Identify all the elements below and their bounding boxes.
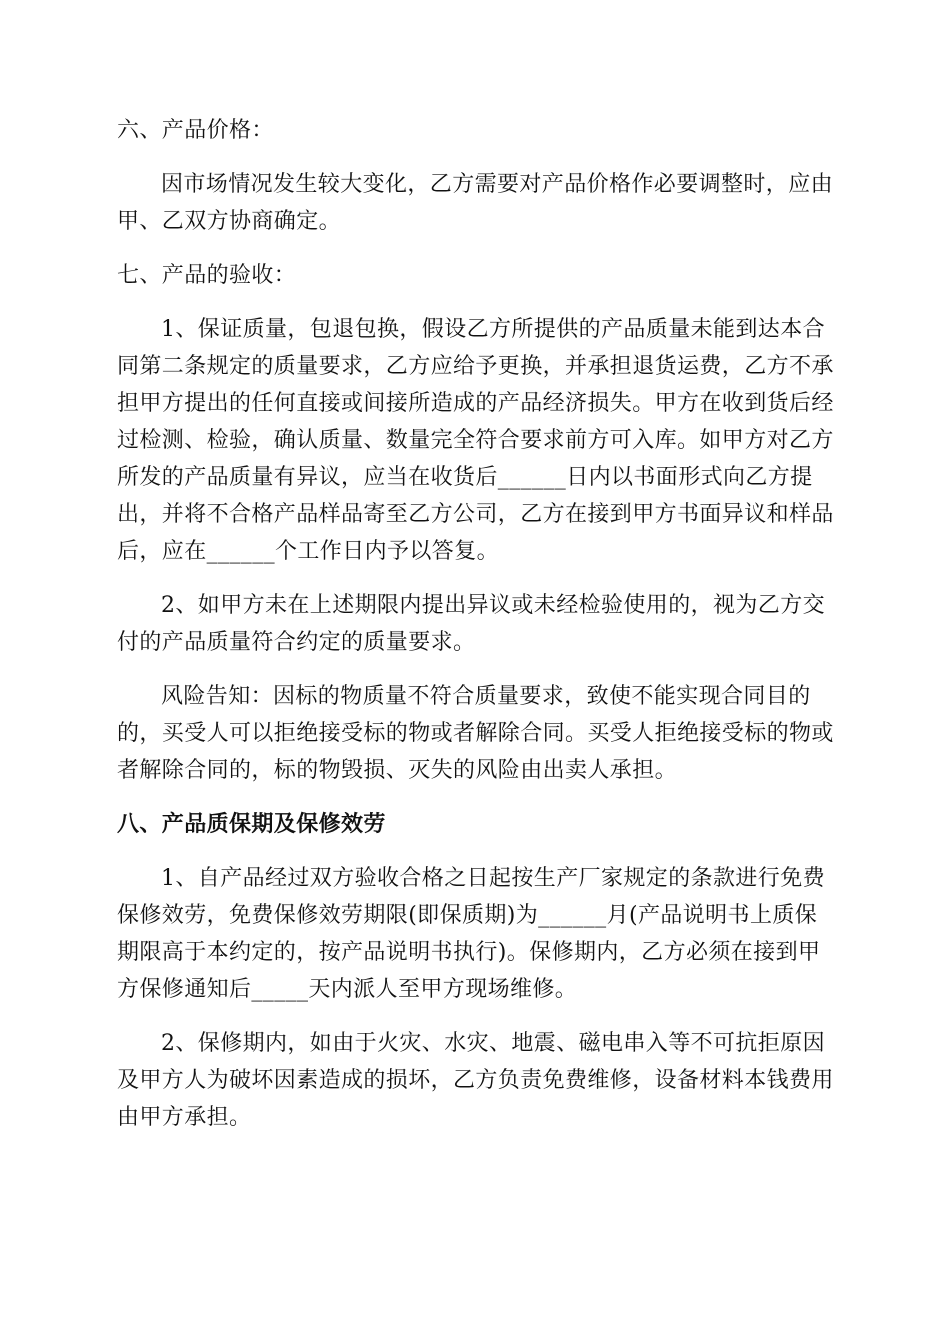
text-line: 保修效劳，免费保修效劳期限(即保质期)为______月(产品说明书上质保 <box>117 903 818 928</box>
text-line: 风险告知：因标的物质量不符合质量要求，致使不能实现合同目的 <box>161 684 811 709</box>
section-7-paragraph-1 <box>117 311 833 570</box>
text-line: 所发的产品质量有异议，应当在收货后______日内以书面形式向乙方提 <box>117 465 813 490</box>
text-line: 后，应在______个工作日内予以答复。 <box>117 539 500 564</box>
section-6-paragraph-1 <box>117 166 833 240</box>
text-line: 出，并将不合格产品样品寄至乙方公司，乙方在接到甲方书面异议和样品 <box>117 502 834 527</box>
text-line: 由甲方承担。 <box>117 1105 252 1130</box>
document-page <box>117 112 833 1136</box>
text-line: 担甲方提出的任何直接或间接所造成的产品经济损失。甲方在收到货后经 <box>117 391 834 416</box>
text-line: 2、保修期内，如由于火灾、水灾、地震、磁电串入等不可抗拒原因 <box>161 1031 825 1056</box>
text-line: 1、自产品经过双方验收合格之日起按生产厂家规定的条款进行免费 <box>161 866 825 891</box>
text-line: 甲、乙双方协商确定。 <box>117 209 342 234</box>
text-line: 过检测、检验，确认质量、数量完全符合要求前方可入库。如甲方对乙方 <box>117 428 834 453</box>
risk-notice-paragraph <box>117 678 833 789</box>
section-8-paragraph-1 <box>117 860 833 1008</box>
section-6-heading: 六、产品价格： <box>117 118 274 143</box>
text-line: 方保修通知后_____天内派人至甲方现场维修。 <box>117 977 578 1002</box>
text-line: 者解除合同的，标的物毁损、灭失的风险由出卖人承担。 <box>117 758 678 783</box>
section-7-paragraph-2 <box>117 587 833 661</box>
text-line: 及甲方人为破坏因素造成的损坏，乙方负责免费维修，设备材料本钱费用 <box>117 1068 834 1093</box>
text-line: 2、如甲方未在上述期限内提出异议或未经检验使用的，视为乙方交 <box>161 593 825 618</box>
text-line: 同第二条规定的质量要求，乙方应给予更换，并承担退货运费，乙方不承 <box>117 354 834 379</box>
text-line: 的，买受人可以拒绝接受标的物或者解除合同。买受人拒绝接受标的物或 <box>117 721 834 746</box>
section-8-heading: 八、产品质保期及保修效劳 <box>117 811 386 837</box>
section-8-paragraph-2 <box>117 1025 833 1136</box>
text-line: 1、保证质量，包退包换，假设乙方所提供的产品质量未能到达本合 <box>161 317 825 342</box>
text-line: 付的产品质量符合约定的质量要求。 <box>117 630 476 655</box>
section-7-heading: 七、产品的验收： <box>117 263 297 288</box>
text-line: 因市场情况发生较大变化，乙方需要对产品价格作必要调整时，应由 <box>161 172 834 197</box>
text-line: 期限高于本约定的，按产品说明书执行)。保修期内，乙方必须在接到甲 <box>117 940 821 965</box>
